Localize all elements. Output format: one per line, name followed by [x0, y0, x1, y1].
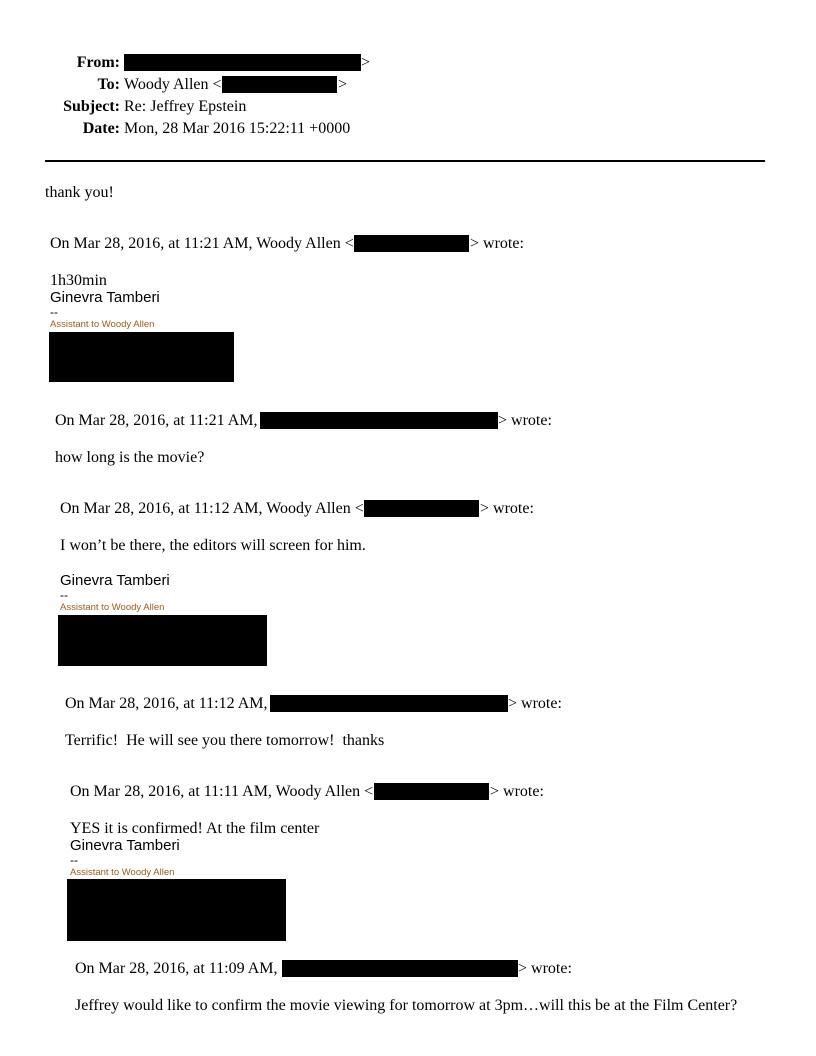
attribution-suffix: > wrote:: [470, 235, 524, 252]
from-suffix: >: [361, 54, 371, 71]
signature-dash: --: [50, 305, 58, 319]
attribution-suffix: > wrote:: [480, 500, 534, 517]
message-text: 1h30min: [50, 272, 107, 289]
reply-text: thank you!: [45, 184, 114, 201]
message-text: Terrific! He will see you there tomorrow! thanks: [65, 732, 385, 749]
redacted-sender: [282, 960, 518, 977]
header-divider: [45, 160, 765, 162]
signature-name: Ginevra Tamberi: [60, 572, 170, 589]
redacted-sender: [260, 412, 498, 429]
signature-dash: --: [70, 853, 78, 867]
attribution-prefix: On Mar 28, 2016, at 11:12 AM,: [65, 695, 268, 712]
redacted-email: [374, 783, 489, 800]
redacted-email: [364, 500, 479, 517]
signature-role: Assistant to Woody Allen: [60, 602, 165, 613]
signature-name: Ginevra Tamberi: [50, 289, 160, 306]
subject-label: Subject:: [63, 98, 120, 115]
to-suffix: >: [338, 76, 348, 93]
signature-role: Assistant to Woody Allen: [70, 867, 175, 878]
from-label: From:: [76, 54, 120, 71]
attribution-suffix: > wrote:: [498, 412, 552, 429]
message-text: Jeffrey would like to confirm the movie viewing for tomorrow at 3pm…will this be at the Film Center?: [75, 997, 738, 1014]
attribution-suffix: > wrote:: [518, 960, 572, 977]
redacted-signature-block: [49, 332, 234, 382]
attribution-prefix: On Mar 28, 2016, at 11:11 AM, Woody Allen <: [70, 783, 374, 800]
attribution-suffix: > wrote:: [508, 695, 562, 712]
message-text: YES it is confirmed! At the film center: [70, 820, 320, 837]
signature-name: Ginevra Tamberi: [70, 837, 180, 854]
signature-dash: --: [60, 588, 68, 602]
message-text: I won’t be there, the editors will screen for him.: [60, 537, 366, 554]
redacted-email: [354, 235, 469, 252]
subject-value: Re: Jeffrey Epstein: [124, 98, 247, 115]
to-label: To:: [97, 76, 120, 93]
redacted-sender-address: [124, 54, 361, 71]
redacted-signature-block: [58, 615, 267, 666]
attribution-suffix: > wrote:: [490, 783, 544, 800]
message-text: how long is the movie?: [55, 449, 205, 466]
redacted-recipient-address: [222, 76, 337, 93]
date-value: Mon, 28 Mar 2016 15:22:11 +0000: [124, 120, 351, 137]
date-label: Date:: [82, 120, 120, 137]
signature-role: Assistant to Woody Allen: [50, 319, 155, 330]
to-value: Woody Allen <: [124, 76, 222, 93]
redacted-signature-block: [67, 879, 286, 941]
attribution-prefix: On Mar 28, 2016, at 11:21 AM, Woody Allen <: [50, 235, 354, 252]
attribution-prefix: On Mar 28, 2016, at 11:12 AM, Woody Allen <: [60, 500, 364, 517]
attribution-prefix: On Mar 28, 2016, at 11:09 AM,: [75, 960, 278, 977]
redacted-sender: [270, 695, 508, 712]
attribution-prefix: On Mar 28, 2016, at 11:21 AM,: [55, 412, 258, 429]
